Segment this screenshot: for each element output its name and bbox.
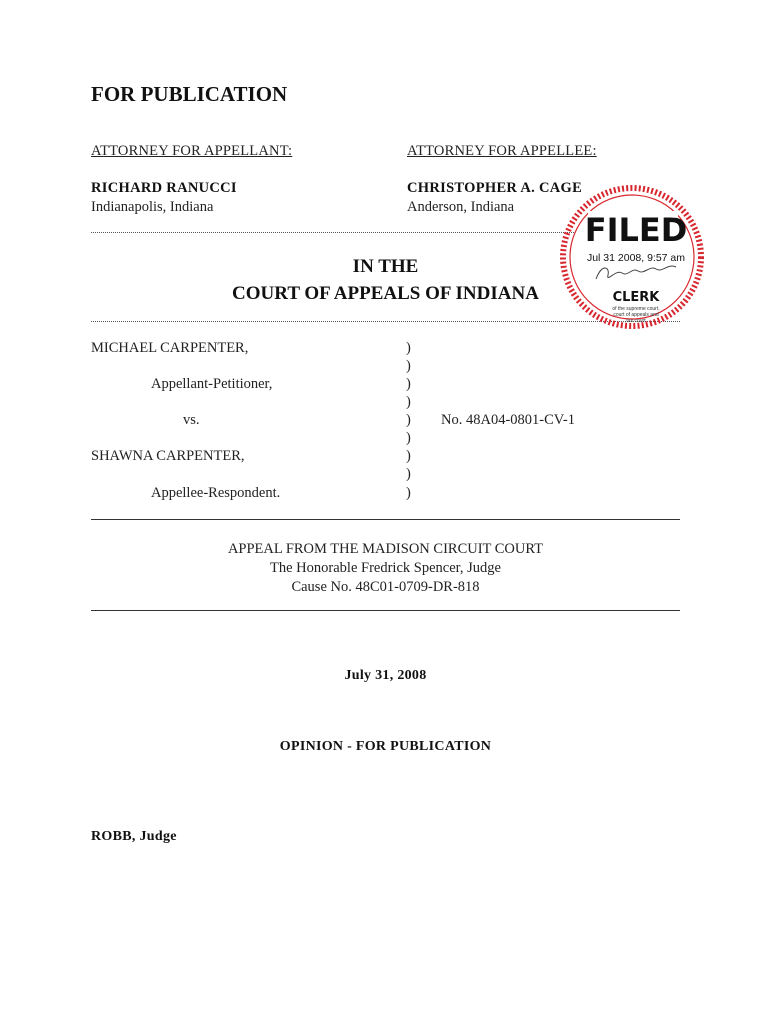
court-heading-line2: COURT OF APPEALS OF INDIANA <box>232 283 539 304</box>
caption-paren: ) <box>406 376 411 392</box>
caption-paren: ) <box>406 412 411 428</box>
appellee-attorney-location: Anderson, Indiana <box>407 199 515 215</box>
appellee-attorney-name: CHRISTOPHER A. CAGE <box>407 180 583 196</box>
appellant-party-name: MICHAEL CARPENTER, <box>91 340 249 356</box>
stamp-office-line3: tax court <box>626 318 646 324</box>
opinion-label: OPINION - FOR PUBLICATION <box>279 739 492 754</box>
case-number: No. 48A04-0801-CV-1 <box>441 412 575 428</box>
stamp-clerk-text: CLERK <box>612 290 660 305</box>
stamp-datetime-text: Jul 31 2008, 9:57 am <box>586 252 686 264</box>
caption-paren: ) <box>406 340 411 356</box>
appeal-from-line: APPEAL FROM THE MADISON CIRCUIT COURT <box>227 541 544 557</box>
appellee-party-role: Appellee-Respondent. <box>151 485 281 501</box>
appellant-attorney-heading: ATTORNEY FOR APPELLANT: <box>91 143 293 159</box>
appellant-attorney-location: Indianapolis, Indiana <box>91 199 214 215</box>
caption-paren: ) <box>406 448 411 464</box>
document-title: FOR PUBLICATION <box>91 82 288 106</box>
caption-paren: ) <box>406 430 411 446</box>
filed-stamp <box>558 183 706 331</box>
stamp-filed-text: FILED <box>584 211 688 249</box>
caption-paren: ) <box>406 358 411 374</box>
caption-paren: ) <box>406 394 411 410</box>
cause-number-line: Cause No. 48C01-0709-DR-818 <box>291 579 480 595</box>
versus-label: vs. <box>183 412 200 428</box>
stamp-office-line2: court of appeals and <box>613 312 659 318</box>
caption-paren: ) <box>406 466 411 482</box>
appellee-party-name: SHAWNA CARPENTER, <box>91 448 245 464</box>
trial-judge-line: The Honorable Fredrick Spencer, Judge <box>270 560 501 576</box>
stamp-office-line1: of the supreme court, <box>612 306 660 312</box>
decision-date: July 31, 2008 <box>344 668 427 683</box>
caption-paren: ) <box>406 485 411 501</box>
court-heading-line1: IN THE <box>352 256 419 277</box>
divider-caption <box>91 519 680 520</box>
appellant-party-role: Appellant-Petitioner, <box>151 376 273 392</box>
authoring-judge: ROBB, Judge <box>91 829 177 844</box>
appellee-attorney-heading: ATTORNEY FOR APPELLEE: <box>407 143 597 159</box>
divider-appeal <box>91 610 680 611</box>
appellant-attorney-name: RICHARD RANUCCI <box>91 180 237 196</box>
